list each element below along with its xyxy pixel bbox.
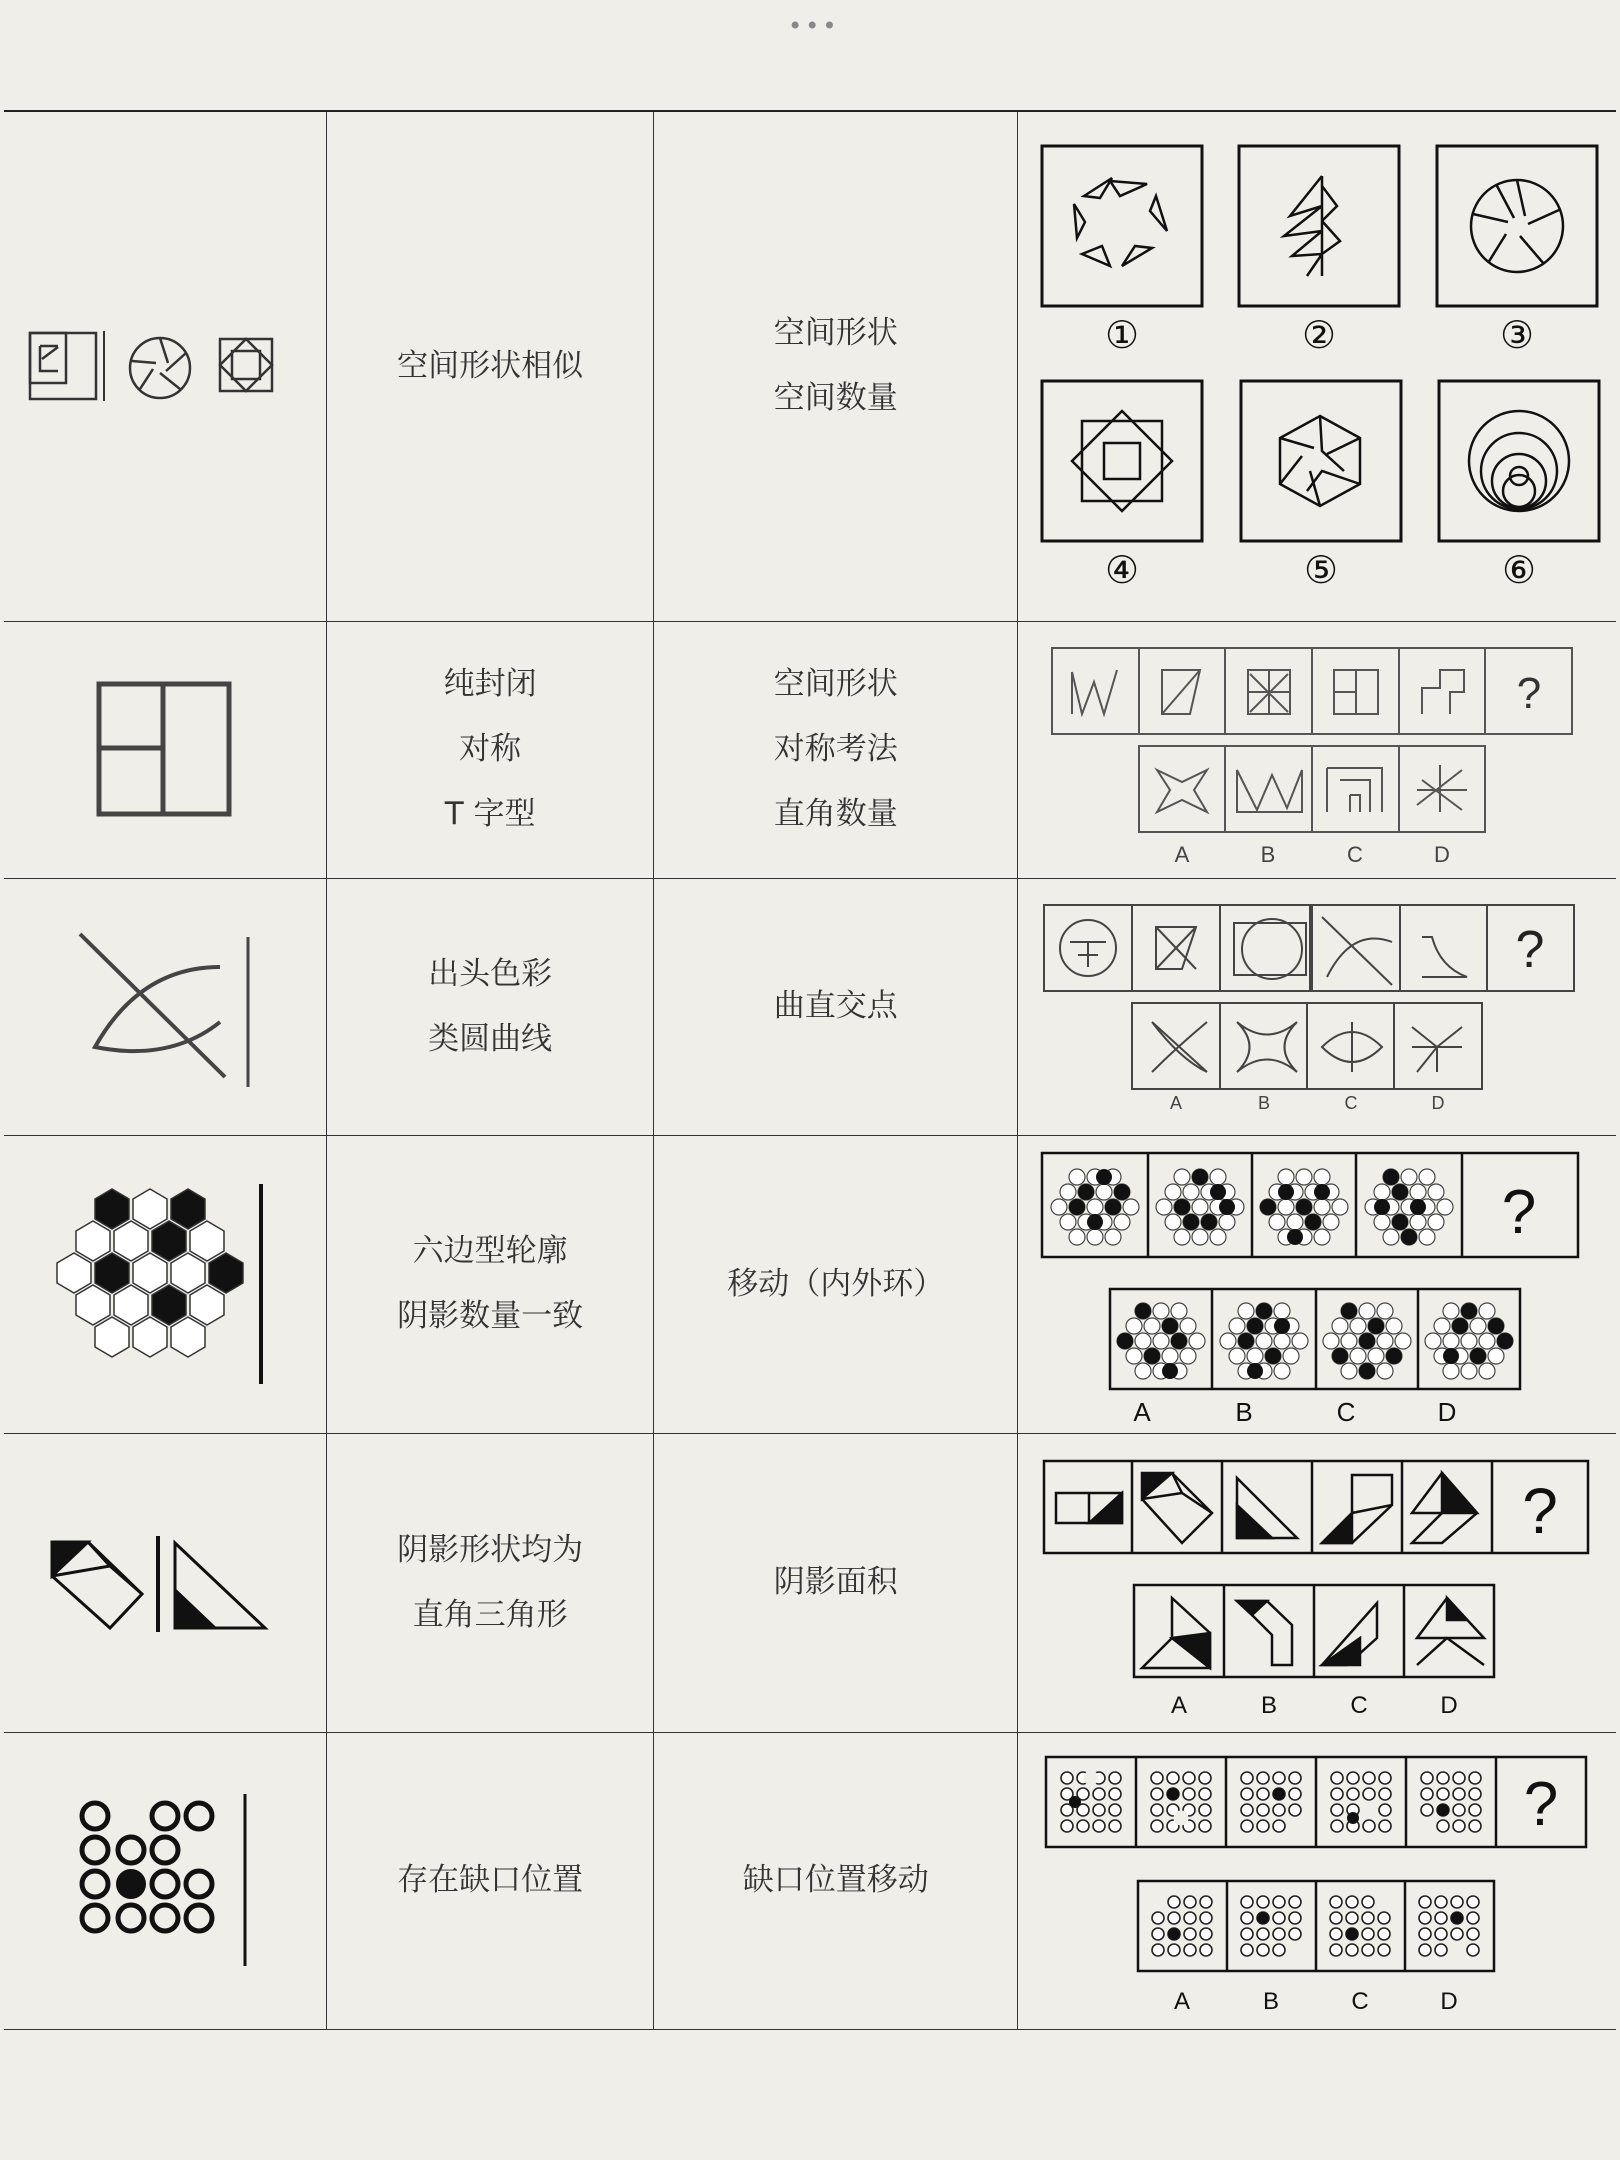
feature-cell: [326, 111, 654, 621]
feature-line: 纯封闭: [443, 666, 537, 702]
method-cell: [654, 621, 1018, 878]
feature-line: 对称: [459, 731, 522, 767]
example-figure: [55, 1179, 275, 1389]
puzzle-cell: [1018, 1135, 1616, 1433]
method-line: 移动（内外环）: [727, 1265, 945, 1302]
figure-2-icon: [1284, 176, 1340, 276]
question-mark: ?: [1516, 668, 1542, 718]
feature-line: 六边型轮廓: [412, 1233, 568, 1269]
feature-line: 出头色彩: [428, 955, 553, 992]
option-label: C: [1336, 1397, 1356, 1427]
option-label: D: [1437, 1397, 1457, 1427]
more-menu-icon[interactable]: •••: [788, 12, 840, 40]
table-row: [4, 621, 1616, 878]
feature-line: T 字型: [444, 796, 536, 832]
option-label: ③: [1499, 315, 1535, 358]
puzzle-cell: [1018, 111, 1616, 621]
puzzle-cell: [1018, 1433, 1616, 1732]
method-line: 空间数量: [773, 380, 898, 417]
method-cell: [654, 1135, 1018, 1433]
method-line: 阴影面积: [773, 1564, 898, 1600]
example-figure-cell: [4, 878, 326, 1135]
method-cell: [654, 1433, 1018, 1732]
puzzle-figure: [1022, 887, 1612, 1127]
option-label: C: [1344, 1092, 1358, 1113]
option-label: ⑥: [1501, 550, 1537, 593]
puzzle-figure: [1022, 126, 1612, 606]
feature-cell: [326, 1433, 654, 1732]
method-cell: [654, 878, 1018, 1135]
question-mark: ?: [1515, 920, 1545, 979]
example-figure-cell: [4, 621, 326, 878]
option-label: C: [1350, 1691, 1368, 1719]
method-line: 对称考法: [773, 731, 898, 767]
table-row: [4, 111, 1616, 621]
example-figure: [95, 680, 235, 820]
feature-line: 存在缺口位置: [397, 1862, 584, 1898]
option-label: C: [1347, 841, 1363, 867]
feature-line: 阴影形状均为: [397, 1531, 584, 1568]
figure-5-icon: [1280, 416, 1360, 506]
puzzle-figure: [1022, 1443, 1612, 1723]
puzzle-cell: [1018, 878, 1616, 1135]
table-row: [4, 878, 1616, 1135]
option-label: ②: [1301, 315, 1337, 358]
table-row: [4, 1135, 1616, 1433]
option-label: D: [1440, 1987, 1458, 2015]
example-figure: [70, 922, 260, 1092]
option-label: C: [1351, 1987, 1369, 2015]
feature-line: 空间形状相似: [397, 347, 584, 384]
feature-cell: [326, 621, 654, 878]
puzzle-figure: [1022, 1741, 1612, 2021]
option-label: B: [1257, 1092, 1271, 1113]
question-mark: ?: [1522, 1474, 1558, 1547]
figure-reasoning-table: [4, 110, 1616, 2030]
option-label: A: [1174, 841, 1190, 867]
option-label: A: [1170, 1691, 1188, 1719]
option-label: B: [1235, 1397, 1253, 1427]
figure-6-icon: [1469, 411, 1569, 511]
method-line: 空间形状: [773, 666, 898, 702]
feature-cell: [326, 878, 654, 1135]
table-row: [4, 1732, 1616, 2029]
feature-line: 阴影数量一致: [397, 1298, 584, 1334]
figure-4-icon: [1072, 411, 1172, 511]
figure-3-icon: [1471, 180, 1563, 272]
option-label: B: [1262, 1987, 1280, 2015]
example-figure: [65, 1786, 265, 1976]
example-figure-cell: [4, 1732, 326, 2029]
option-label: A: [1173, 1987, 1191, 2015]
method-cell: [654, 1732, 1018, 2029]
feature-line: 类圆曲线: [428, 1020, 553, 1057]
example-figure: [20, 311, 310, 421]
option-label: B: [1260, 1691, 1278, 1719]
question-mark: ?: [1523, 1769, 1559, 1839]
method-cell: [654, 111, 1018, 621]
puzzle-figure: [1022, 630, 1612, 870]
example-figure: [50, 1528, 280, 1638]
method-line: 空间形状: [773, 315, 898, 352]
example-figure-cell: [4, 1135, 326, 1433]
option-label: ⑤: [1303, 550, 1339, 593]
table-row: [4, 1433, 1616, 1732]
method-line: 直角数量: [773, 796, 898, 832]
puzzle-figure: [1022, 1139, 1612, 1429]
figure-1-icon: [1074, 178, 1167, 266]
example-figure-cell: [4, 111, 326, 621]
option-label: B: [1260, 841, 1276, 867]
option-label: D: [1434, 841, 1450, 867]
option-label: A: [1169, 1092, 1183, 1113]
feature-cell: [326, 1135, 654, 1433]
puzzle-cell: [1018, 1732, 1616, 2029]
feature-cell: [326, 1732, 654, 2029]
puzzle-cell: [1018, 621, 1616, 878]
option-label: ④: [1104, 550, 1140, 593]
method-line: 曲直交点: [773, 988, 898, 1024]
option-label: A: [1133, 1397, 1151, 1427]
feature-line: 直角三角形: [412, 1596, 568, 1633]
option-label: ①: [1104, 315, 1140, 358]
method-line: 缺口位置移动: [742, 1862, 929, 1898]
option-label: D: [1431, 1092, 1445, 1113]
option-label: D: [1440, 1691, 1458, 1719]
question-mark: ?: [1501, 1178, 1537, 1247]
example-figure-cell: [4, 1433, 326, 1732]
